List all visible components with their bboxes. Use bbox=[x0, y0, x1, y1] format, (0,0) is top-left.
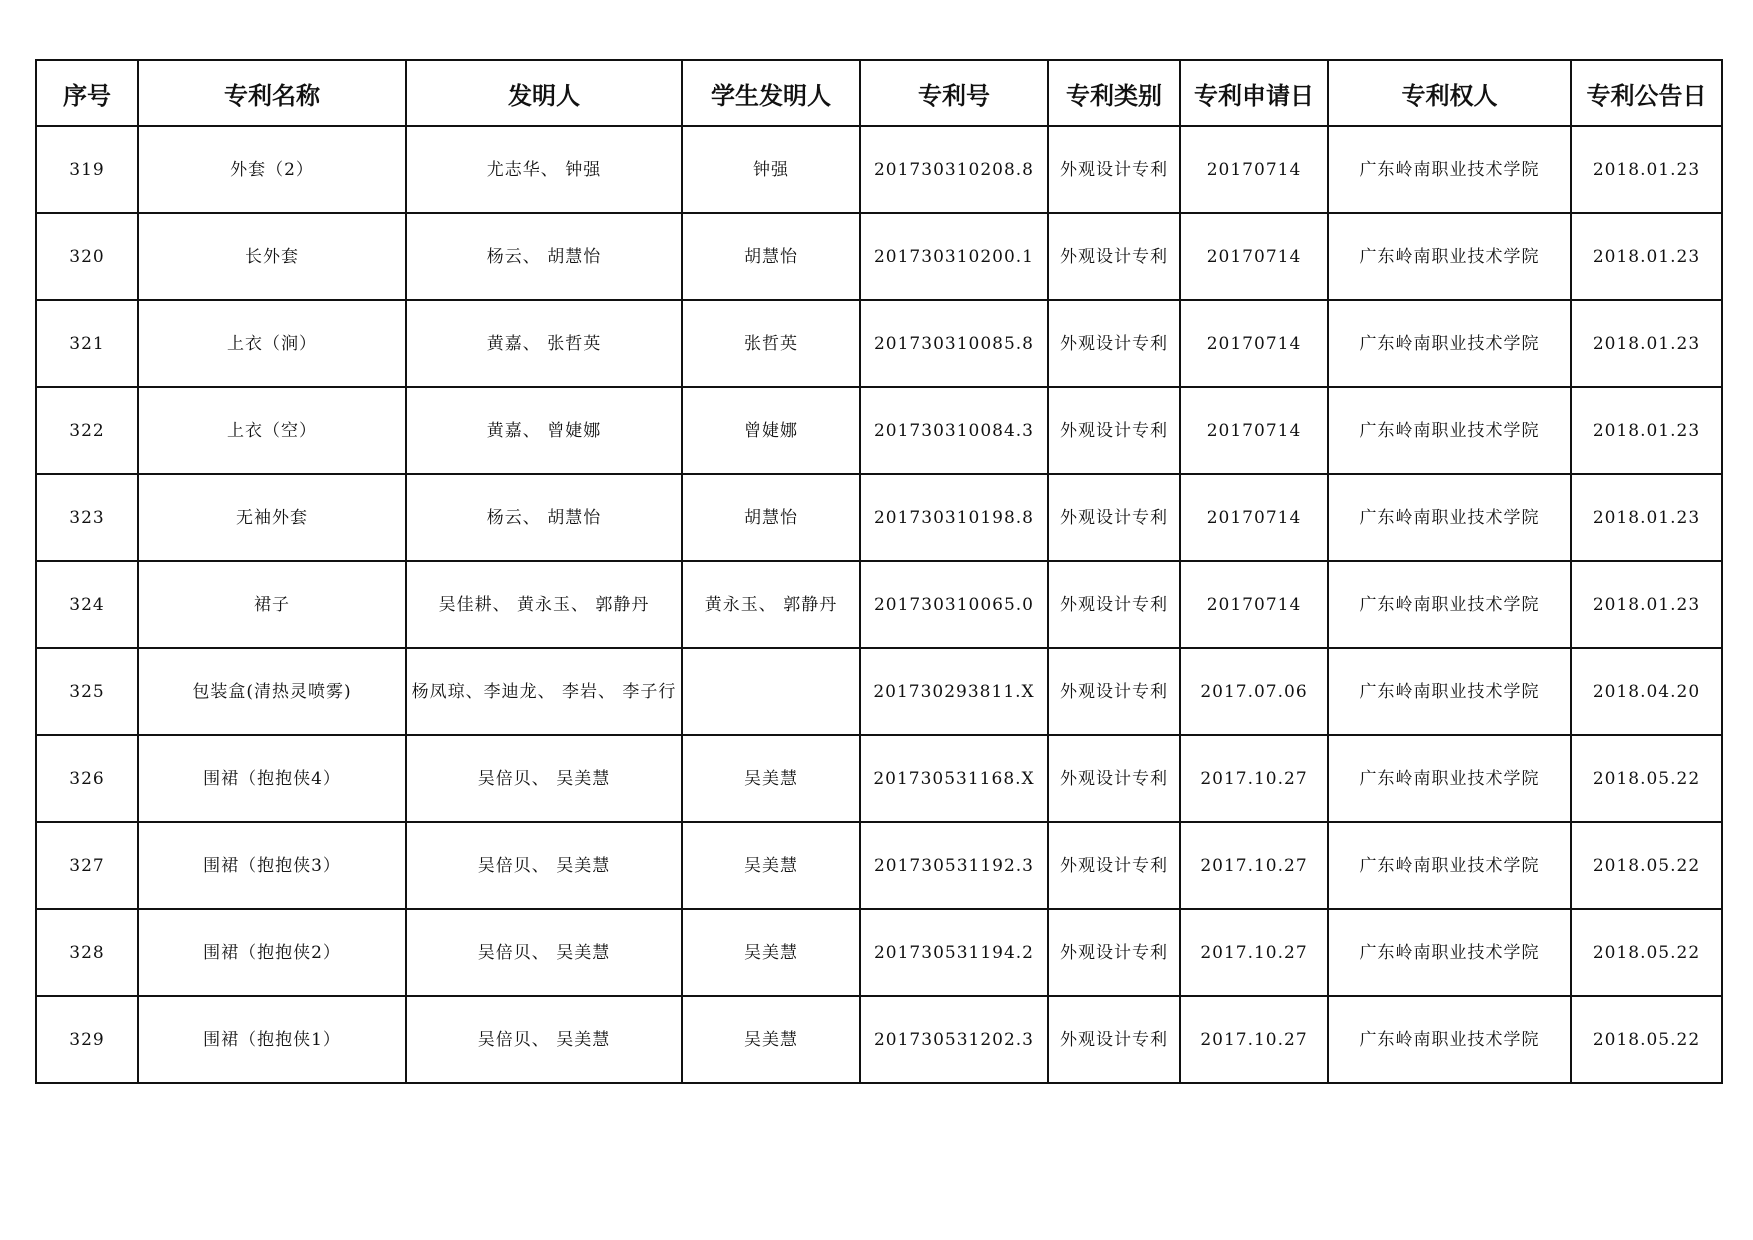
inventors-cell: 吴倍贝、 吴美慧 bbox=[406, 909, 682, 996]
patentee-cell: 广东岭南职业技术学院 bbox=[1328, 561, 1571, 648]
patent-type-cell: 外观设计专利 bbox=[1048, 735, 1180, 822]
announcement-date-cell: 2018.01.23 bbox=[1571, 300, 1722, 387]
serial-cell: 328 bbox=[36, 909, 138, 996]
student-inventors-cell: 黄永玉、 郭静丹 bbox=[682, 561, 860, 648]
patentee-cell: 广东岭南职业技术学院 bbox=[1328, 213, 1571, 300]
student-inventors-cell: 胡慧怡 bbox=[682, 213, 860, 300]
inventors-cell: 吴佳耕、 黄永玉、 郭静丹 bbox=[406, 561, 682, 648]
patent-name-cell: 围裙（抱抱侠1） bbox=[138, 996, 406, 1083]
application-date-cell: 20170714 bbox=[1180, 300, 1328, 387]
table-row bbox=[36, 561, 1722, 648]
patentee-cell: 广东岭南职业技术学院 bbox=[1328, 300, 1571, 387]
patent-number-cell: 201730310198.8 bbox=[860, 474, 1048, 561]
table-row bbox=[36, 735, 1722, 822]
serial-cell: 322 bbox=[36, 387, 138, 474]
serial-cell: 327 bbox=[36, 822, 138, 909]
patentee-cell: 广东岭南职业技术学院 bbox=[1328, 735, 1571, 822]
patent-type-cell: 外观设计专利 bbox=[1048, 822, 1180, 909]
announcement-date-cell: 2018.05.22 bbox=[1571, 909, 1722, 996]
inventors-cell: 杨云、 胡慧怡 bbox=[406, 213, 682, 300]
header-row bbox=[36, 60, 1722, 126]
patent-type-cell: 外观设计专利 bbox=[1048, 300, 1180, 387]
table-body bbox=[36, 126, 1722, 1083]
inventors-cell: 杨凤琼、李迪龙、 李岩、 李子行 bbox=[406, 648, 682, 735]
student-inventors-cell: 吴美慧 bbox=[682, 822, 860, 909]
patent-name-cell: 围裙（抱抱侠4） bbox=[138, 735, 406, 822]
announcement-date-cell: 2018.01.23 bbox=[1571, 387, 1722, 474]
announcement-date-cell: 2018.01.23 bbox=[1571, 213, 1722, 300]
col-header-patent-number: 专利号 bbox=[860, 60, 1048, 126]
patent-name-cell: 围裙（抱抱侠3） bbox=[138, 822, 406, 909]
patentee-cell: 广东岭南职业技术学院 bbox=[1328, 474, 1571, 561]
serial-cell: 329 bbox=[36, 996, 138, 1083]
table-row bbox=[36, 822, 1722, 909]
col-header-student-inventors: 学生发明人 bbox=[682, 60, 860, 126]
application-date-cell: 20170714 bbox=[1180, 474, 1328, 561]
patent-number-cell: 201730310208.8 bbox=[860, 126, 1048, 213]
application-date-cell: 20170714 bbox=[1180, 213, 1328, 300]
student-inventors-cell: 曾婕娜 bbox=[682, 387, 860, 474]
serial-cell: 321 bbox=[36, 300, 138, 387]
patent-number-cell: 201730531202.3 bbox=[860, 996, 1048, 1083]
patent-type-cell: 外观设计专利 bbox=[1048, 126, 1180, 213]
table-row bbox=[36, 909, 1722, 996]
patent-type-cell: 外观设计专利 bbox=[1048, 996, 1180, 1083]
announcement-date-cell: 2018.04.20 bbox=[1571, 648, 1722, 735]
col-header-patent-name: 专利名称 bbox=[138, 60, 406, 126]
patent-number-cell: 201730531192.3 bbox=[860, 822, 1048, 909]
patent-name-cell: 无袖外套 bbox=[138, 474, 406, 561]
table-row bbox=[36, 474, 1722, 561]
application-date-cell: 20170714 bbox=[1180, 561, 1328, 648]
announcement-date-cell: 2018.05.22 bbox=[1571, 996, 1722, 1083]
patent-number-cell: 201730310065.0 bbox=[860, 561, 1048, 648]
serial-cell: 324 bbox=[36, 561, 138, 648]
inventors-cell: 黄嘉、 曾婕娜 bbox=[406, 387, 682, 474]
student-inventors-cell: 张哲英 bbox=[682, 300, 860, 387]
col-header-application-date: 专利申请日 bbox=[1180, 60, 1328, 126]
table-row bbox=[36, 648, 1722, 735]
col-header-patent-type: 专利类别 bbox=[1048, 60, 1180, 126]
patent-number-cell: 201730531194.2 bbox=[860, 909, 1048, 996]
patentee-cell: 广东岭南职业技术学院 bbox=[1328, 822, 1571, 909]
patent-number-cell: 201730293811.X bbox=[860, 648, 1048, 735]
serial-cell: 325 bbox=[36, 648, 138, 735]
inventors-cell: 尤志华、 钟强 bbox=[406, 126, 682, 213]
patent-type-cell: 外观设计专利 bbox=[1048, 474, 1180, 561]
student-inventors-cell: 吴美慧 bbox=[682, 996, 860, 1083]
patent-name-cell: 上衣（涧） bbox=[138, 300, 406, 387]
application-date-cell: 2017.10.27 bbox=[1180, 735, 1328, 822]
announcement-date-cell: 2018.05.22 bbox=[1571, 822, 1722, 909]
serial-cell: 319 bbox=[36, 126, 138, 213]
patent-number-cell: 201730531168.X bbox=[860, 735, 1048, 822]
patent-type-cell: 外观设计专利 bbox=[1048, 387, 1180, 474]
table-row bbox=[36, 300, 1722, 387]
col-header-patentee: 专利权人 bbox=[1328, 60, 1571, 126]
patent-table bbox=[35, 59, 1723, 1084]
patentee-cell: 广东岭南职业技术学院 bbox=[1328, 387, 1571, 474]
inventors-cell: 杨云、 胡慧怡 bbox=[406, 474, 682, 561]
patentee-cell: 广东岭南职业技术学院 bbox=[1328, 126, 1571, 213]
serial-cell: 326 bbox=[36, 735, 138, 822]
table-row bbox=[36, 213, 1722, 300]
inventors-cell: 黄嘉、 张哲英 bbox=[406, 300, 682, 387]
student-inventors-cell: 钟强 bbox=[682, 126, 860, 213]
patent-name-cell: 外套（2） bbox=[138, 126, 406, 213]
patent-name-cell: 长外套 bbox=[138, 213, 406, 300]
announcement-date-cell: 2018.01.23 bbox=[1571, 126, 1722, 213]
serial-cell: 320 bbox=[36, 213, 138, 300]
patent-name-cell: 围裙（抱抱侠2） bbox=[138, 909, 406, 996]
announcement-date-cell: 2018.01.23 bbox=[1571, 561, 1722, 648]
col-header-inventors: 发明人 bbox=[406, 60, 682, 126]
patent-type-cell: 外观设计专利 bbox=[1048, 213, 1180, 300]
application-date-cell: 2017.10.27 bbox=[1180, 996, 1328, 1083]
patent-name-cell: 包装盒(清热灵喷雾) bbox=[138, 648, 406, 735]
patent-type-cell: 外观设计专利 bbox=[1048, 648, 1180, 735]
application-date-cell: 20170714 bbox=[1180, 126, 1328, 213]
patent-number-cell: 201730310084.3 bbox=[860, 387, 1048, 474]
inventors-cell: 吴倍贝、 吴美慧 bbox=[406, 822, 682, 909]
patentee-cell: 广东岭南职业技术学院 bbox=[1328, 648, 1571, 735]
table-row bbox=[36, 996, 1722, 1083]
patent-number-cell: 201730310085.8 bbox=[860, 300, 1048, 387]
patent-name-cell: 裙子 bbox=[138, 561, 406, 648]
patent-type-cell: 外观设计专利 bbox=[1048, 909, 1180, 996]
student-inventors-cell: 吴美慧 bbox=[682, 735, 860, 822]
patentee-cell: 广东岭南职业技术学院 bbox=[1328, 909, 1571, 996]
application-date-cell: 20170714 bbox=[1180, 387, 1328, 474]
announcement-date-cell: 2018.01.23 bbox=[1571, 474, 1722, 561]
serial-cell: 323 bbox=[36, 474, 138, 561]
patentee-cell: 广东岭南职业技术学院 bbox=[1328, 996, 1571, 1083]
application-date-cell: 2017.10.27 bbox=[1180, 822, 1328, 909]
table-row bbox=[36, 387, 1722, 474]
patent-number-cell: 201730310200.1 bbox=[860, 213, 1048, 300]
announcement-date-cell: 2018.05.22 bbox=[1571, 735, 1722, 822]
application-date-cell: 2017.10.27 bbox=[1180, 909, 1328, 996]
col-header-serial: 序号 bbox=[36, 60, 138, 126]
table-row bbox=[36, 126, 1722, 213]
patent-name-cell: 上衣（空） bbox=[138, 387, 406, 474]
patent-type-cell: 外观设计专利 bbox=[1048, 561, 1180, 648]
student-inventors-cell: 吴美慧 bbox=[682, 909, 860, 996]
student-inventors-cell bbox=[682, 648, 860, 735]
application-date-cell: 2017.07.06 bbox=[1180, 648, 1328, 735]
student-inventors-cell: 胡慧怡 bbox=[682, 474, 860, 561]
col-header-announcement-date: 专利公告日 bbox=[1571, 60, 1722, 126]
inventors-cell: 吴倍贝、 吴美慧 bbox=[406, 735, 682, 822]
inventors-cell: 吴倍贝、 吴美慧 bbox=[406, 996, 682, 1083]
